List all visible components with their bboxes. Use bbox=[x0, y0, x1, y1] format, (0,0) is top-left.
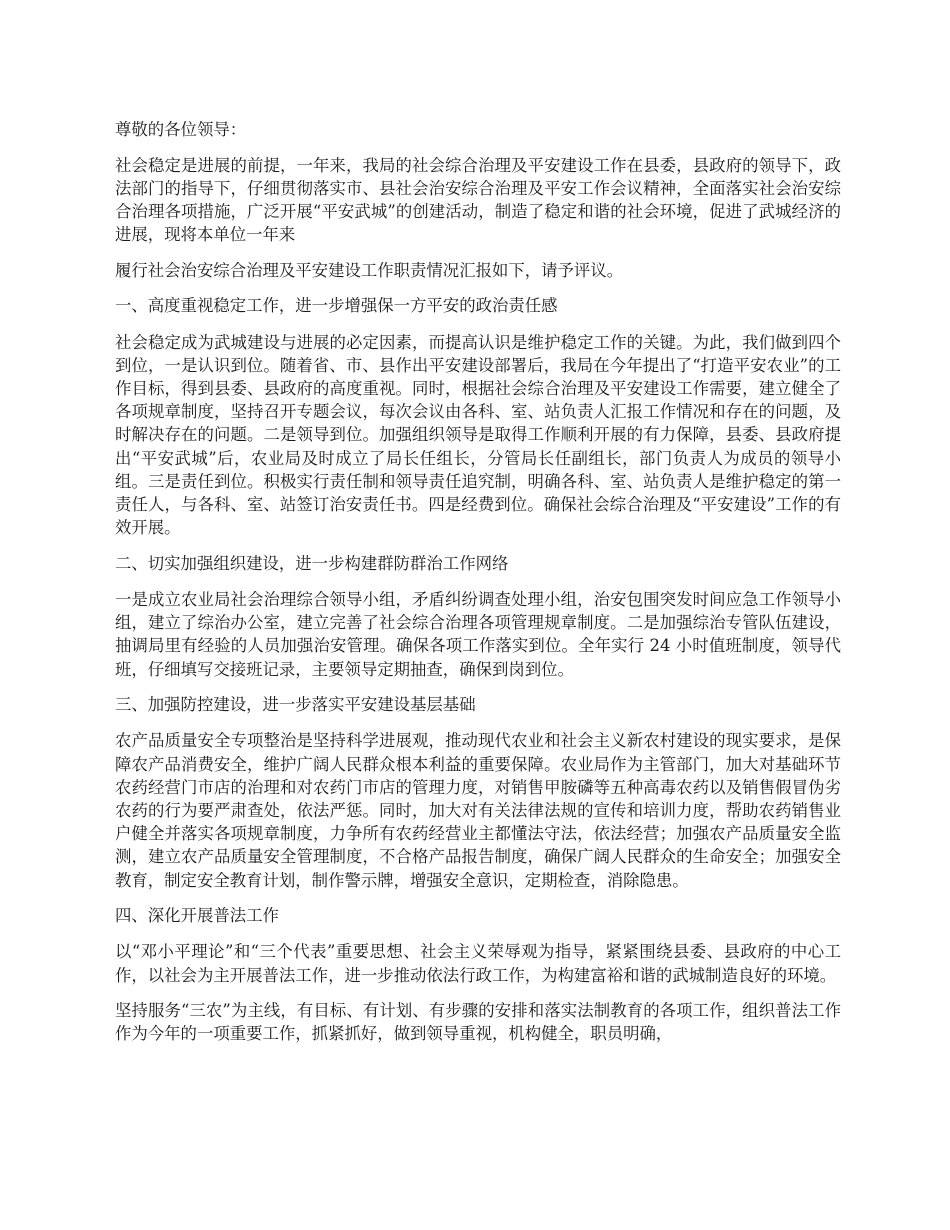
intro-paragraph: 社会稳定是进展的前提，一年来，我局的社会综合治理及平安建设工作在县委，县政府的领导下，政法部门的指导下，仔细贯彻落实市、县社会治安综合治理及平安工作会议精神，全面落实社会治安综合治理各项措施，广泛开展“平安武城”的创建活动，制造了稳定和谐的社会环境，促进了武城经济的进展，现将本单位一年来 bbox=[115, 155, 841, 245]
section-3-body: 农产品质量安全专项整治是坚持科学进展观，推动现代农业和社会主义新农村建设的现实要求，是保障农产品消费安全，维护广阔人民群众根本利益的重要保障。农业局作为主管部门，加大对基础环节农药经营门市店的治理和对农药门市店的管理力度，对销售甲胺磷等五种高毒农药以及销售假冒伪劣农药的行为要严肃查处，依法严惩。同时，加大对有关法律法规的宣传和培训力度，帮助农药销售业户健全并落实各项规章制度，力争所有农药经营业主都懂法守法，依法经营；加强农产品质量安全监测，建立农产品质量安全管理制度，不合格产品报告制度，确保广阔人民群众的生命安全；加强安全教育，制定安全教育计划，制作警示牌，增强安全意识，定期检查，消除隐患。 bbox=[115, 731, 841, 890]
section-heading-1: 一、高度重视稳定工作，进一步增强保一方平安的政治责任感 bbox=[115, 296, 558, 316]
section-2-body: 一是成立农业局社会治理综合领导小组，矛盾纠纷调查处理小组，治安包围突发时间应急工作领导小组，建立了综治办公室，建立完善了社会综合治理各项管理规章制度。二是加强综治专管队伍建设，抽调局里有经验的人员加强治安管理。确保各项工作落实到位。全年实行 24 小时值班制度，领导代班，仔细填写交接班记录，主要领导定期抽查，确保到岗到位。 bbox=[115, 590, 841, 679]
section-4-body-1: 以“邓小平理论”和“三个代表”重要思想、社会主义荣辱观为指导，紧紧围绕县委、县政府的中心工作，以社会为主开展普法工作，进一步推动依法行政工作，为构建富裕和谐的武城制造良好的环境。 bbox=[115, 942, 841, 985]
salutation: 尊敬的各位领导： bbox=[115, 120, 247, 139]
section-1-body: 社会稳定成为武城建设与进展的必定因素，而提高认识是维护稳定工作的关键。为此，我们做到四个到位，一是认识到位。随着省、市、县作出平安建设部署后，我局在今年提出了“打造平安农业”的工作目标，得到县委、县政府的高度重视。同时，根据社会综合治理及平安建设工作需要，建立健全了各项规章制度，坚持召开专题会议，每次会议由各科、室、站负责人汇报工作情况和存在的问题，及时解决存在的问题。二是领导到位。加强组织领导是取得工作顺利开展的有力保障，县委、县政府提出“平安武城”后，农业局及时成立了局长任组长，分管局长任副组长，部门负责人为成员的领导小组。三是责任到位。积极实行责任制和领导责任追究制，明确各科、室、站负责人是维护稳定的第一责任人，与各科、室、站签订治安责任书。四是经费到位。确保社会综合治理及“平安建设”工作的有效开展。 bbox=[115, 332, 841, 538]
intro-continuation: 履行社会治安综合治理及平安建设工作职责情况汇报如下，请予评议。 bbox=[115, 260, 624, 280]
document-body bbox=[115, 118, 841, 1058]
section-heading-4: 四、深化开展普法工作 bbox=[115, 906, 279, 926]
section-heading-3: 三、加强防控建设，进一步落实平安建设基层基础 bbox=[115, 695, 476, 715]
section-heading-2: 二、切实加强组织建设，进一步构建群防群治工作网络 bbox=[115, 553, 509, 573]
section-4-body-2: 坚持服务“三农”为主线，有目标、有计划、有步骤的安排和落实法制教育的各项工作，组织普法工作作为今年的一项重要工作，抓紧抓好，做到领导重视，机构健全，职员明确， bbox=[115, 1001, 841, 1044]
